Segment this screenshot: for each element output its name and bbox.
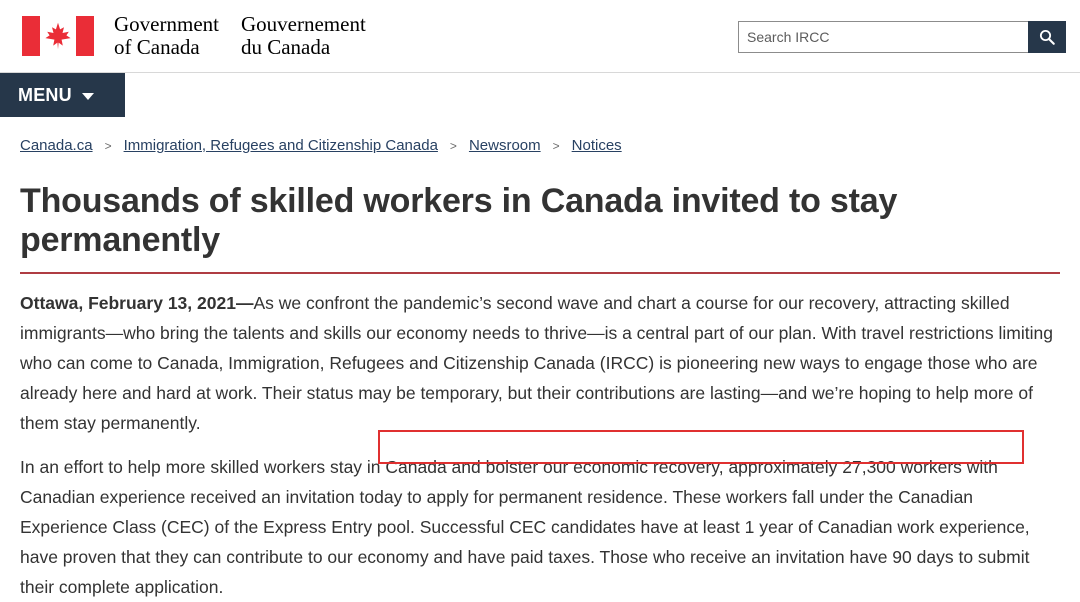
menu-button[interactable] [0, 73, 125, 117]
search-button[interactable] [1028, 21, 1066, 53]
breadcrumb-item-newsroom[interactable]: Newsroom [468, 137, 541, 154]
canada-flag-icon [22, 16, 94, 56]
breadcrumb-item-ircc[interactable]: Immigration, Refugees and Citizenship Canada [123, 137, 438, 154]
wordmark-en-line2: of Canada [114, 35, 200, 59]
article-paragraph-1 [20, 288, 1060, 438]
wordmark-en-line1: Government [114, 12, 219, 36]
main-menu-bar [0, 72, 1080, 125]
header-top-divider [1014, 0, 1066, 3]
article-paragraph-2: In an effort to help more skilled workers stay in Canada and bolster our economic recovery, approximately 27,300 workers with Canadian experience received an invitation today to apply for permanent residence. These workers fall under the Canadian Experience Class (CEC) of the Express Entry pool. Successful CEC candidates have at least 1 year of Canadian work experience, have proven that they can contribute to our economy and have paid taxes. Those who receive an invitation have 90 days to submit their complete application. [20, 457, 1030, 598]
breadcrumb-separator: > [552, 138, 560, 153]
site-search [738, 21, 1066, 53]
breadcrumb-item-notices[interactable]: Notices [571, 137, 622, 154]
search-icon [1038, 28, 1056, 46]
wordmark-fr-line2: du Canada [240, 35, 331, 59]
government-of-canada-brand[interactable] [22, 13, 366, 59]
breadcrumb-separator: > [104, 138, 112, 153]
page-title: Thousands of skilled workers in Canada invited to stay permanently [20, 182, 1060, 274]
search-input[interactable] [738, 21, 1028, 53]
breadcrumb-item-canada-ca[interactable]: Canada.ca [20, 137, 93, 154]
article-content [0, 182, 1080, 602]
article-dateline: Ottawa, February 13, 2021— [20, 293, 254, 314]
site-header [0, 0, 1080, 72]
wordmark-fr-line1: Gouvernement [240, 12, 366, 36]
breadcrumb-separator: > [449, 138, 457, 153]
article-paragraph-1-text: As we confront the pandemic’s second wave and chart a course for our recovery, attracting skilled immigrants—who bring the talents and skills our economy needs to thrive—is a central part of our plan. With travel restrictions limiting who can come to Canada, Immigration, Refugees and Citizenship Canada (IRCC) is pioneering new ways to engage those who are already here and hard at work. Their status may be temporary, but their contributions are lasting—and we’re hoping to help more of them stay permanently. [20, 293, 1053, 434]
chevron-down-icon [82, 93, 94, 100]
goc-wordmark [114, 13, 366, 59]
breadcrumb [0, 125, 1080, 154]
menu-button-label: MENU [18, 84, 72, 105]
